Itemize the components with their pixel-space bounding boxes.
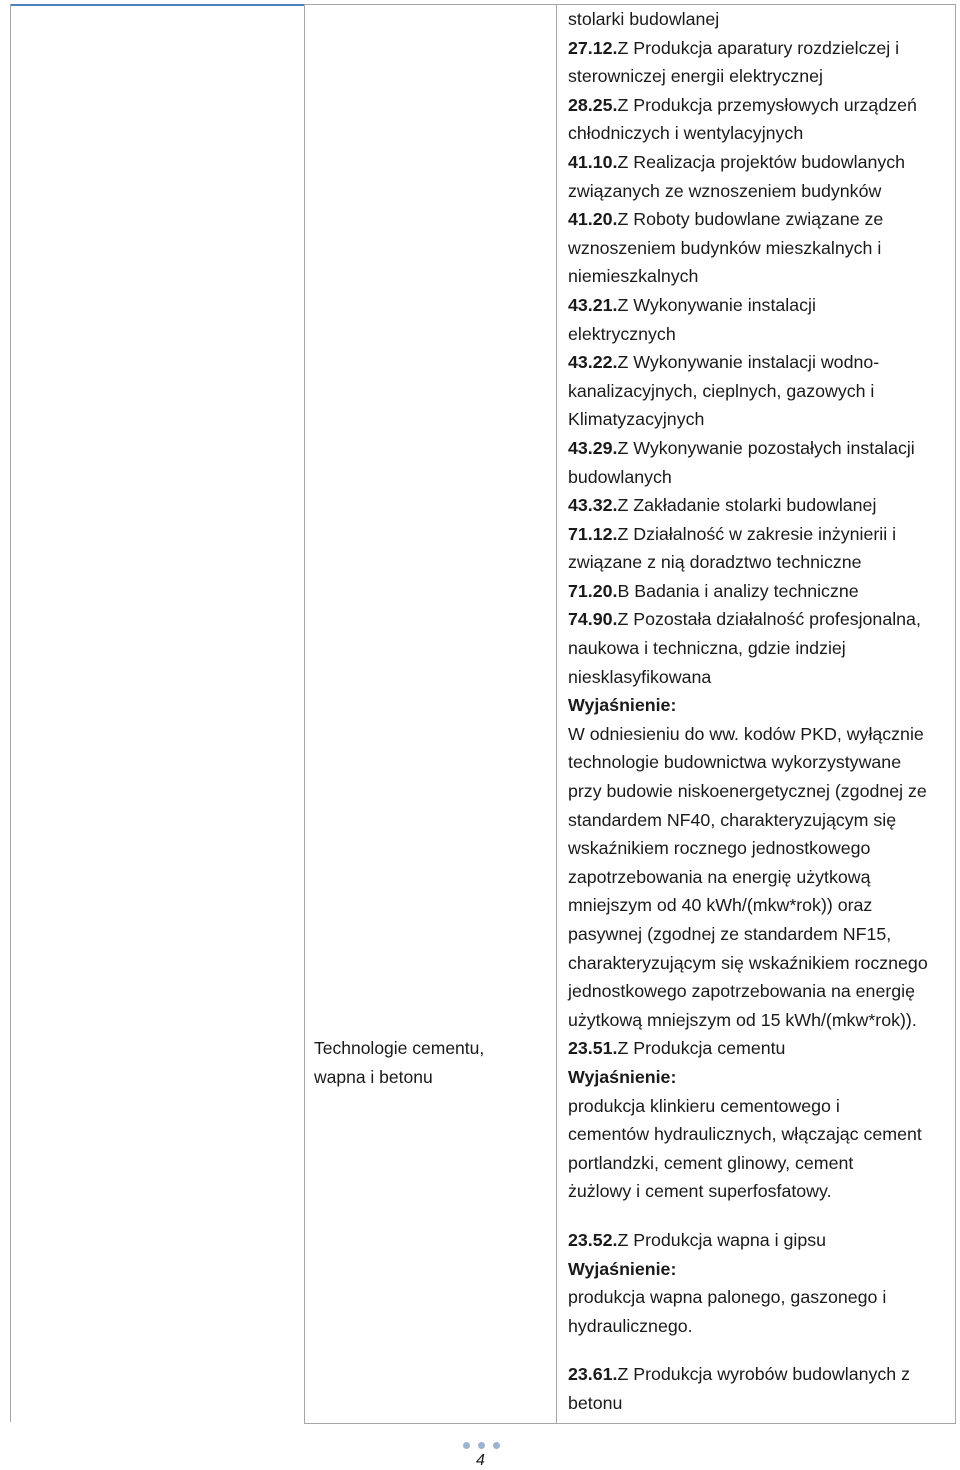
text-line <box>568 920 953 949</box>
category-line: Technologie cementu, <box>314 1038 485 1058</box>
pkd-code: 23.51. <box>568 1038 618 1059</box>
text-line <box>568 434 953 463</box>
pkd-codes-cell <box>568 5 953 1418</box>
text-line <box>568 977 953 1006</box>
pkd-code: 43.21. <box>568 294 618 315</box>
pkd-code: 28.25. <box>568 94 618 115</box>
text-line <box>568 949 953 978</box>
line-text: standardem NF40, charakteryzującym się <box>568 809 897 830</box>
pkd-code: 71.20. <box>568 580 618 601</box>
text-line <box>568 234 953 263</box>
line-text: naukowa i techniczna, gdzie indziej <box>568 638 846 659</box>
text-line <box>568 405 953 434</box>
pkd-code: 41.10. <box>568 151 618 172</box>
text-line <box>568 806 953 835</box>
line-text: Z Wykonywanie pozostałych instalacji <box>617 437 915 458</box>
text-line <box>568 1063 953 1092</box>
text-line <box>568 348 953 377</box>
line-text: jednostkowego zapotrzebowania na energię <box>568 981 915 1002</box>
text-line <box>568 1177 953 1206</box>
text-line <box>568 148 953 177</box>
line-text: stolarki budowlanej <box>568 9 720 29</box>
text-line <box>568 291 953 320</box>
line-text: kanalizacyjnych, cieplnych, gazowych i <box>568 380 875 401</box>
text-line <box>568 577 953 606</box>
text-line <box>568 119 953 148</box>
line-text: portlandzki, cement glinowy, cement <box>568 1152 854 1173</box>
pkd-code: 43.32. <box>568 495 618 516</box>
text-line <box>568 1283 953 1312</box>
text-line <box>568 491 953 520</box>
text-line <box>568 748 953 777</box>
line-text: technologie budownictwa wykorzystywane <box>568 752 902 773</box>
paragraph-gap <box>568 1206 953 1226</box>
line-text: elektrycznych <box>568 323 676 344</box>
line-text: wskaźnikiem rocznego jednostkowego <box>568 838 871 859</box>
line-text: budowlanych <box>568 466 672 487</box>
line-text: W odniesieniu do ww. kodów PKD, wyłącznie <box>568 723 924 744</box>
line-text: mniejszym od 40 kWh/(mkw*rok)) oraz <box>568 895 873 916</box>
text-line <box>568 663 953 692</box>
line-text: Z Pozostała działalność profesjonalna, <box>617 609 921 630</box>
text-line <box>568 634 953 663</box>
text-line <box>568 463 953 492</box>
table-border-left <box>10 4 11 1422</box>
line-text: Z Produkcja przemysłowych urządzeń <box>617 94 917 115</box>
pkd-code: 43.29. <box>568 437 618 458</box>
line-text: Z Produkcja cementu <box>617 1038 786 1059</box>
line-text: Z Zakładanie stolarki budowlanej <box>617 495 877 516</box>
text-line <box>568 1120 953 1149</box>
line-text: Z Wykonywanie instalacji wodno- <box>617 352 880 373</box>
paragraph-gap <box>568 1340 953 1360</box>
text-line <box>568 262 953 291</box>
table-top-accent <box>10 4 304 6</box>
text-line <box>568 720 953 749</box>
footer-dot <box>478 1442 485 1449</box>
explanation-label: Wyjaśnienie: <box>568 1258 677 1279</box>
text-line <box>568 777 953 806</box>
text-line <box>568 177 953 206</box>
text-line <box>568 5 953 34</box>
line-text: chłodniczych i wentylacyjnych <box>568 123 804 144</box>
pkd-code: 27.12. <box>568 37 618 58</box>
line-text: związanych ze wznoszeniem budynków <box>568 180 882 201</box>
line-text: Z Wykonywanie instalacji <box>617 294 816 315</box>
text-line <box>568 1092 953 1121</box>
line-text: niesklasyfikowana <box>568 666 712 687</box>
text-line <box>568 863 953 892</box>
pkd-code: 43.22. <box>568 352 618 373</box>
text-line <box>568 520 953 549</box>
line-text: żużlowy i cement superfosfatowy. <box>568 1181 832 1202</box>
text-line <box>568 377 953 406</box>
pkd-code: 23.61. <box>568 1364 618 1385</box>
text-line <box>568 1034 953 1063</box>
footer-dot <box>493 1442 500 1449</box>
text-line <box>568 91 953 120</box>
category-line: wapna i betonu <box>314 1066 433 1087</box>
table-border-col1 <box>304 4 305 1424</box>
text-line <box>568 1312 953 1341</box>
table-border-bottom <box>304 1423 956 1424</box>
line-text: produkcja klinkieru cementowego i <box>568 1095 840 1116</box>
line-text: przy budowie niskoenergetycznej (zgodnej ze <box>568 781 927 802</box>
line-text: Z Produkcja wapna i gipsu <box>617 1229 826 1250</box>
text-line <box>568 62 953 91</box>
line-text: sterowniczej energii elektrycznej <box>568 66 823 87</box>
text-line <box>568 1389 953 1418</box>
text-line <box>568 1149 953 1178</box>
line-text: produkcja wapna palonego, gaszonego i <box>568 1287 887 1308</box>
text-line <box>568 205 953 234</box>
line-text: hydraulicznego. <box>568 1315 693 1336</box>
line-text: betonu <box>568 1392 623 1413</box>
line-text: charakteryzującym się wskaźnikiem rocznego <box>568 952 928 973</box>
line-text: związane z nią doradztwo techniczne <box>568 552 862 573</box>
category-cell <box>314 1034 544 1091</box>
pkd-code: 74.90. <box>568 609 618 630</box>
line-text: wznoszeniem budynków mieszkalnych i <box>568 237 882 258</box>
pkd-code: 71.12. <box>568 523 618 544</box>
line-text: zapotrzebowania na energię użytkową <box>568 866 871 887</box>
text-line <box>568 891 953 920</box>
explanation-label: Wyjaśnienie: <box>568 1066 677 1087</box>
text-line <box>568 1360 953 1389</box>
page-number: 4 <box>476 1452 485 1469</box>
text-line <box>568 1255 953 1284</box>
line-text: cementów hydraulicznych, włączając cement <box>568 1124 922 1145</box>
table-border-col2 <box>556 4 557 1424</box>
line-text: pasywnej (zgodnej ze standardem NF15, <box>568 924 892 944</box>
line-text: Z Działalność w zakresie inżynierii i <box>617 523 897 544</box>
pkd-code: 23.52. <box>568 1229 618 1250</box>
line-text: Klimatyzacyjnych <box>568 409 705 430</box>
line-text: niemieszkalnych <box>568 266 699 287</box>
text-line <box>568 605 953 634</box>
line-text: Z Produkcja wyrobów budowlanych z <box>617 1364 910 1385</box>
text-line <box>568 691 953 720</box>
table-border-right <box>955 4 956 1424</box>
text-line <box>568 834 953 863</box>
pkd-code: 41.20. <box>568 209 618 230</box>
line-text: Z Roboty budowlane związane ze <box>617 209 884 230</box>
line-text: Z Produkcja aparatury rozdzielczej i <box>617 37 900 58</box>
footer-dot <box>463 1442 470 1449</box>
text-line <box>568 34 953 63</box>
footer-dots <box>463 1442 500 1449</box>
line-text: Z Realizacja projektów budowlanych <box>617 151 906 172</box>
line-text: użytkową mniejszym od 15 kWh/(mkw*rok)). <box>568 1009 917 1030</box>
text-line <box>568 548 953 577</box>
line-text: B Badania i analizy techniczne <box>617 580 859 601</box>
text-line <box>568 1226 953 1255</box>
text-line <box>568 320 953 349</box>
text-line <box>568 1006 953 1035</box>
explanation-label: Wyjaśnienie: <box>568 695 677 716</box>
